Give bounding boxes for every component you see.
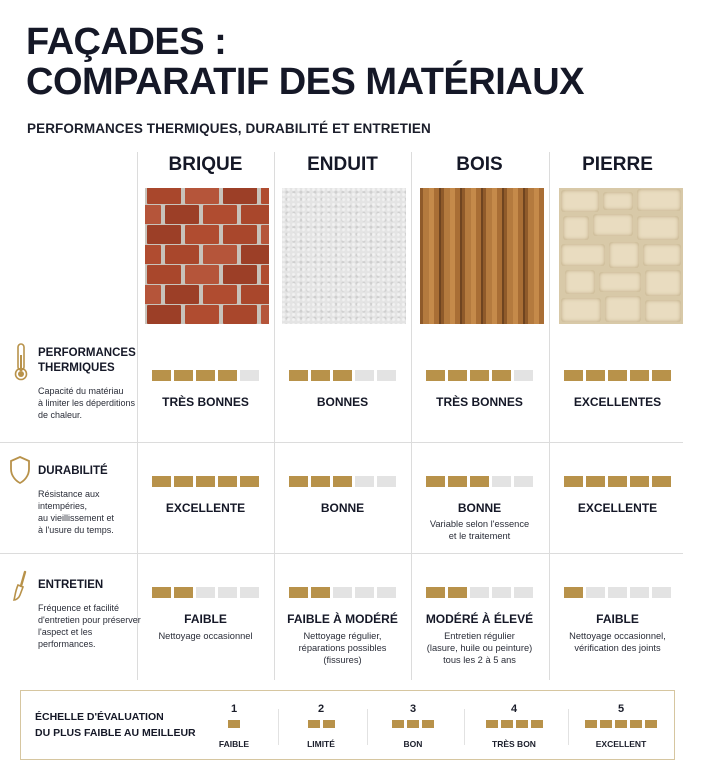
brick [203, 285, 237, 304]
rating-note: vérification des joints [574, 643, 661, 653]
brick-course [145, 245, 269, 266]
rating-segment-filled [426, 370, 445, 381]
criteria-title-line: PERFORMANCES [38, 347, 136, 359]
row-divider [0, 442, 683, 443]
brick [145, 245, 161, 264]
stone-block [563, 216, 589, 240]
rating-scale-legend [20, 690, 675, 760]
scale-level-number: 5 [617, 703, 625, 715]
stone-block [637, 216, 679, 240]
rating-segment-empty [470, 587, 489, 598]
brick [185, 305, 219, 324]
rating-segment-filled [407, 720, 419, 728]
rating-label: FAIBLE [596, 612, 639, 626]
rating-note: Nettoyage occasionnel, [569, 631, 666, 641]
scale-level [571, 691, 671, 759]
criteria-desc-line: Capacité du matériau [38, 386, 124, 396]
brick-course [145, 225, 269, 246]
row-divider [0, 553, 683, 554]
criteria-desc-line: Fréquence et facilité [38, 603, 120, 613]
criteria-title-line: THERMIQUES [38, 362, 115, 374]
rating-segment-filled [392, 720, 404, 728]
scale-divider [568, 709, 569, 745]
scale-level-label: TRÈS BON [492, 739, 536, 749]
rating-bars [426, 370, 533, 381]
column-divider [411, 152, 412, 680]
brick-course [145, 205, 269, 226]
rating-segment-filled [289, 476, 308, 487]
rating-bars [426, 476, 533, 487]
rating-segment-filled [630, 370, 649, 381]
criteria-desc-line: au vieillissement et [38, 513, 115, 523]
rating-segment-filled [645, 720, 657, 728]
rating-label: BONNE [320, 501, 365, 515]
page-title [26, 22, 584, 102]
rating-note: (fissures) [323, 655, 362, 665]
rating-segment-filled [196, 370, 215, 381]
rating-note: et le traitement [448, 531, 511, 541]
criteria-title-maintenance: ENTRETIEN [38, 579, 104, 591]
render-swatch [282, 188, 406, 324]
material-header-enduit: ENDUIT [307, 154, 378, 175]
criteria-desc-line: à limiter les déperditions [38, 398, 136, 408]
rating-bars [564, 370, 671, 381]
scale-level-number: 1 [230, 703, 238, 715]
brick-swatch [145, 188, 269, 324]
page-title-line2: COMPARATIF DES MATÉRIAUX [26, 61, 584, 103]
rating-segment-filled [218, 370, 237, 381]
rating-segment-filled [615, 720, 627, 728]
rating-bars [564, 587, 671, 598]
rating-segment-filled [608, 476, 627, 487]
stone-block [637, 189, 681, 211]
rating-segment-filled [333, 476, 352, 487]
rating-segment-empty [377, 587, 396, 598]
stone-block [645, 270, 681, 296]
stone-block [593, 214, 633, 236]
scale-level-bars [271, 720, 371, 728]
rating-segment-empty [355, 476, 374, 487]
rating-segment-empty [652, 587, 671, 598]
scale-subtitle: DU PLUS FAIBLE AU MEILLEUR [35, 727, 196, 739]
rating-note: Nettoyage occasionnel [158, 631, 253, 641]
brick [185, 265, 219, 284]
brick [145, 285, 161, 304]
rating-label: TRÈS BONNES [436, 395, 523, 409]
rating-segment-filled [152, 587, 171, 598]
brick [241, 205, 269, 224]
rating-segment-empty [355, 370, 374, 381]
rating-segment-filled [516, 720, 528, 728]
brick [241, 285, 269, 304]
rating-segment-filled [289, 370, 308, 381]
rating-label: FAIBLE À MODÉRÉ [287, 612, 398, 626]
rating-segment-filled [586, 370, 605, 381]
scale-level-bars [184, 720, 284, 728]
rating-bars [152, 370, 259, 381]
rating-note: Variable selon l'essence [429, 519, 530, 529]
brick [147, 225, 181, 244]
brick-course [145, 305, 269, 324]
brick [203, 205, 237, 224]
criteria-desc-line: d'entretien pour préserver [38, 615, 141, 625]
rating-segment-filled [652, 476, 671, 487]
rating-label: EXCELLENTES [573, 395, 662, 409]
rating-segment-filled [608, 370, 627, 381]
scale-level [464, 691, 564, 759]
brick-course [145, 188, 269, 206]
brick [261, 225, 269, 244]
rating-segment-filled [564, 476, 583, 487]
material-header-brique: BRIQUE [168, 154, 243, 175]
rating-bars [152, 476, 259, 487]
scale-level-bars [571, 720, 671, 728]
criteria-title-durability: DURABILITÉ [38, 465, 108, 477]
rating-segment-empty [630, 587, 649, 598]
criteria-desc-line: l'aspect et les performances. [38, 627, 96, 649]
stone-block [605, 296, 641, 322]
rating-note: tous les 2 à 5 ans [443, 655, 516, 665]
brick [147, 188, 181, 204]
column-divider [274, 152, 275, 680]
stone-block [561, 244, 605, 266]
criteria-title-thermal [38, 346, 136, 376]
scale-level [271, 691, 371, 759]
rating-label: BONNE [457, 501, 502, 515]
rating-segment-filled [323, 720, 335, 728]
stone-block [609, 242, 639, 268]
criteria-desc-durability [38, 488, 148, 536]
rating-segment-empty [586, 587, 605, 598]
rating-segment-empty [333, 587, 352, 598]
page-title-line1: FAÇADES : [26, 21, 227, 63]
rating-segment-filled [333, 370, 352, 381]
brick [165, 285, 199, 304]
shield-icon [9, 456, 31, 489]
criteria-desc-line: Résistance aux intempéries, [38, 489, 100, 511]
scale-level-label: EXCELLENT [595, 739, 647, 749]
brick [223, 305, 257, 324]
rating-segment-filled [486, 720, 498, 728]
rating-segment-empty [608, 587, 627, 598]
rating-bars [289, 476, 396, 487]
rating-segment-filled [470, 476, 489, 487]
rating-segment-filled [448, 476, 467, 487]
wood-swatch [420, 188, 544, 324]
rating-segment-empty [514, 370, 533, 381]
scale-level [363, 691, 463, 759]
rating-segment-filled [600, 720, 612, 728]
rating-segment-empty [377, 476, 396, 487]
scale-level-label: FAIBLE [218, 739, 250, 749]
scale-title: ÉCHELLE D'ÉVALUATION [35, 711, 164, 723]
material-header-pierre: PIERRE [582, 154, 653, 175]
criteria-desc-thermal [38, 385, 138, 421]
stone-block [645, 300, 681, 322]
rating-segment-empty [514, 587, 533, 598]
scale-level-number: 3 [409, 703, 417, 715]
brick [145, 205, 161, 224]
scale-level [184, 691, 284, 759]
stone-block [565, 270, 595, 294]
brick [223, 188, 257, 204]
rating-bars [152, 587, 259, 598]
rating-segment-filled [426, 476, 445, 487]
rating-segment-filled [152, 370, 171, 381]
rating-note: Entretien régulier [444, 631, 515, 641]
stone-swatch [559, 188, 683, 324]
brick-course [145, 265, 269, 286]
brick [223, 265, 257, 284]
rating-segment-empty [218, 587, 237, 598]
rating-segment-filled [289, 587, 308, 598]
brick [147, 265, 181, 284]
stone-block [561, 190, 599, 212]
rating-note: Nettoyage régulier, [303, 631, 382, 641]
rating-segment-filled [448, 370, 467, 381]
rating-segment-filled [470, 370, 489, 381]
scale-level-bars [363, 720, 463, 728]
brick [241, 245, 269, 264]
brick [147, 305, 181, 324]
brick [165, 205, 199, 224]
rating-note: réparations possibles [298, 643, 387, 653]
rating-label: TRÈS BONNES [162, 395, 249, 409]
stone-block [599, 272, 641, 292]
rating-segment-filled [311, 476, 330, 487]
rating-segment-empty [492, 476, 511, 487]
rating-segment-filled [531, 720, 543, 728]
rating-segment-filled [501, 720, 513, 728]
rating-segment-empty [196, 587, 215, 598]
rating-bars [564, 476, 671, 487]
scale-divider [278, 709, 279, 745]
scale-level-number: 4 [510, 703, 518, 715]
brick [261, 265, 269, 284]
brick [185, 225, 219, 244]
brick-course [145, 285, 269, 306]
criteria-desc-line: de chaleur. [38, 410, 83, 420]
rating-note: (lasure, huile ou peinture) [426, 643, 533, 653]
rating-segment-empty [514, 476, 533, 487]
page-subtitle: PERFORMANCES THERMIQUES, DURABILITÉ ET ENTRETIEN [27, 121, 431, 136]
rating-label: BONNES [316, 395, 369, 409]
rating-segment-filled [196, 476, 215, 487]
rating-segment-filled [152, 476, 171, 487]
rating-segment-filled [448, 587, 467, 598]
scale-level-number: 2 [317, 703, 325, 715]
stone-block [603, 192, 633, 210]
rating-segment-filled [218, 476, 237, 487]
rating-segment-filled [240, 476, 259, 487]
rating-segment-filled [422, 720, 434, 728]
rating-segment-empty [377, 370, 396, 381]
rating-segment-filled [564, 587, 583, 598]
rating-segment-filled [308, 720, 320, 728]
rating-segment-filled [426, 587, 445, 598]
rating-segment-empty [492, 587, 511, 598]
rating-segment-filled [174, 476, 193, 487]
stone-block [561, 298, 601, 322]
rating-segment-filled [586, 476, 605, 487]
rating-segment-filled [652, 370, 671, 381]
criteria-desc-maintenance [38, 602, 148, 650]
brick [223, 225, 257, 244]
rating-segment-filled [492, 370, 511, 381]
rating-label: FAIBLE [184, 612, 227, 626]
criteria-desc-line: à l'usure du temps. [38, 525, 114, 535]
rating-bars [289, 370, 396, 381]
rating-segment-filled [585, 720, 597, 728]
rating-segment-filled [174, 587, 193, 598]
rating-segment-filled [311, 370, 330, 381]
scale-level-label: BON [403, 739, 423, 749]
rating-label: EXCELLENTE [577, 501, 658, 515]
scale-level-bars [464, 720, 564, 728]
rating-label: EXCELLENTE [165, 501, 246, 515]
brick [261, 305, 269, 324]
scale-divider [464, 709, 465, 745]
scale-level-label: LIMITÉ [307, 739, 335, 749]
rating-segment-filled [630, 720, 642, 728]
rating-segment-filled [564, 370, 583, 381]
rating-segment-filled [311, 587, 330, 598]
stone-block [643, 244, 681, 266]
brick [165, 245, 199, 264]
brush-icon [12, 570, 30, 607]
column-divider [549, 152, 550, 680]
rating-segment-empty [240, 370, 259, 381]
rating-segment-filled [630, 476, 649, 487]
rating-label: MODÉRÉ À ÉLEVÉ [425, 612, 534, 626]
rating-segment-filled [174, 370, 193, 381]
thermometer-icon [12, 343, 30, 386]
scale-divider [367, 709, 368, 745]
brick [185, 188, 219, 204]
rating-bars [289, 587, 396, 598]
rating-segment-filled [228, 720, 240, 728]
brick [261, 188, 269, 204]
rating-segment-empty [355, 587, 374, 598]
material-header-bois: BOIS [456, 154, 503, 175]
rating-bars [426, 587, 533, 598]
rating-segment-empty [240, 587, 259, 598]
brick [203, 245, 237, 264]
